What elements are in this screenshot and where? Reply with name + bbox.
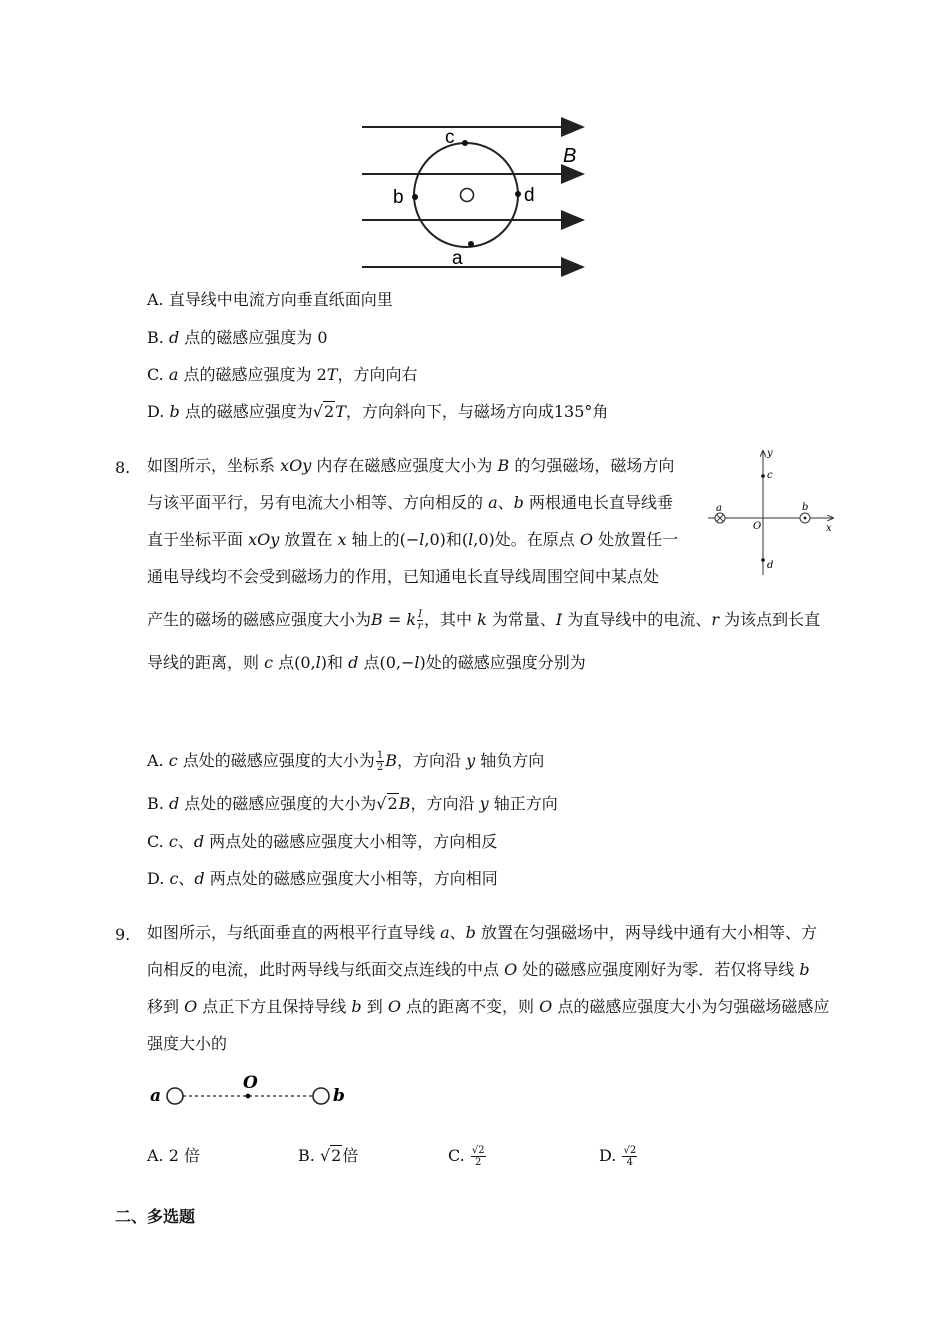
q8-stem-line2: 与该平面平行，另有电流大小相等、方向相反的 a、b 两根通电长直导线垂: [147, 493, 673, 512]
q9-option-c[interactable]: C. $\frac{√2}{2}$: [448, 1145, 485, 1168]
wire-a-cross: [715, 513, 725, 523]
field-circle: [414, 143, 518, 247]
q9-option-a[interactable]: A. 2 倍: [147, 1146, 200, 1165]
label-b: b: [393, 187, 404, 208]
q9-option-d[interactable]: D. $\frac{√2}{4}$: [599, 1145, 637, 1168]
q8-stem-line1: 如图所示，坐标系 xOy 内存在磁感应强度大小为 B 的匀强磁场，磁场方向: [147, 456, 675, 475]
label-a: a: [452, 248, 463, 269]
svg-text:O: O: [243, 1073, 258, 1093]
q7-option-b[interactable]: B. d 点的磁感应强度为 0: [147, 328, 328, 347]
q7-option-a[interactable]: A. 直导线中电流方向垂直纸面向里: [147, 290, 393, 309]
fraction: $\frac{√2}{4}$: [623, 1145, 637, 1168]
q9-stem-line3: 移到 O 点正下方且保持导线 b 到 O 点的距离不变，则 O 点的磁感应强度大小为匀强磁场磁感应: [147, 997, 830, 1016]
svg-text:a: a: [716, 503, 722, 514]
q9-stem-line2: 向相反的电流，此时两导线与纸面交点连线的中点 O 处的磁感应强度刚好为零．若仅将导线 b: [147, 960, 810, 979]
q8-stem-line4: 通电导线均不会受到磁场力的作用，已知通电长直导线周围空间中某点处: [147, 567, 660, 586]
svg-text:d: d: [767, 560, 774, 571]
fraction: $\frac{1}{2}$: [376, 750, 384, 773]
fraction: $\frac{I}{r}$: [417, 609, 423, 632]
q7-option-d[interactable]: D. b 点的磁感应强度为√2T，方向斜向下，与磁场方向成135°角: [147, 402, 609, 421]
label-B: B: [563, 145, 577, 167]
q8-option-a[interactable]: A. c 点处的磁感应强度的大小为 $\frac{1}{2}$ B，方向沿 y 轴负方向: [147, 750, 545, 773]
svg-text:c: c: [767, 470, 773, 481]
center-wire: [461, 189, 474, 202]
label-c: c: [445, 127, 455, 148]
q8-option-b[interactable]: B. d 点处的磁感应强度的大小为√2B，方向沿 y 轴正方向: [147, 794, 558, 813]
section-heading: 二、多选题: [115, 1207, 196, 1226]
q8-number: 8.: [115, 458, 131, 477]
q7-option-c[interactable]: C. a 点的磁感应强度为 2T，方向向右: [147, 365, 418, 384]
q9-wires-figure: [148, 1072, 358, 1112]
svg-text:O: O: [753, 521, 762, 532]
q8-stem-line6: 导线的距离，则 c 点(0,l)和 d 点(0,−l)处的磁感应强度分别为: [147, 653, 586, 672]
q8-stem-line5: 产生的磁场的磁感应强度大小为B = k $\frac{I}{r}$ ，其中 k 为常量、I 为直导线中的电流、r 为该点到长直: [147, 609, 821, 632]
svg-text:b: b: [333, 1086, 345, 1106]
svg-text:y: y: [767, 448, 773, 459]
wire-b-dot: [800, 513, 810, 523]
q8-axes-figure: [700, 445, 845, 580]
q9-stem-line4: 强度大小的: [147, 1034, 228, 1053]
sqrt: √2: [312, 402, 335, 421]
svg-text:b: b: [802, 502, 809, 513]
q8-option-c[interactable]: C. c、d 两点处的磁感应强度大小相等，方向相反: [147, 832, 498, 851]
q9-option-b[interactable]: B. √2倍: [298, 1146, 359, 1165]
q8-stem-line3: 直于坐标平面 xOy 放置在 x 轴上的(−l,0)和(l,0)处。在原点 O 处放置任一: [147, 530, 679, 549]
q9-number: 9.: [115, 925, 131, 944]
label-d: d: [524, 185, 535, 206]
q8-option-d[interactable]: D. c、d 两点处的磁感应强度大小相等，方向相同: [147, 869, 498, 888]
fraction: $\frac{√2}{2}$: [471, 1145, 485, 1168]
q9-stem-line1: 如图所示，与纸面垂直的两根平行直导线 a、b 放置在匀强磁场中，两导线中通有大小相等、方: [147, 923, 817, 942]
svg-text:a: a: [150, 1086, 162, 1106]
svg-text:x: x: [826, 523, 832, 534]
q7-field-figure: [355, 112, 600, 282]
